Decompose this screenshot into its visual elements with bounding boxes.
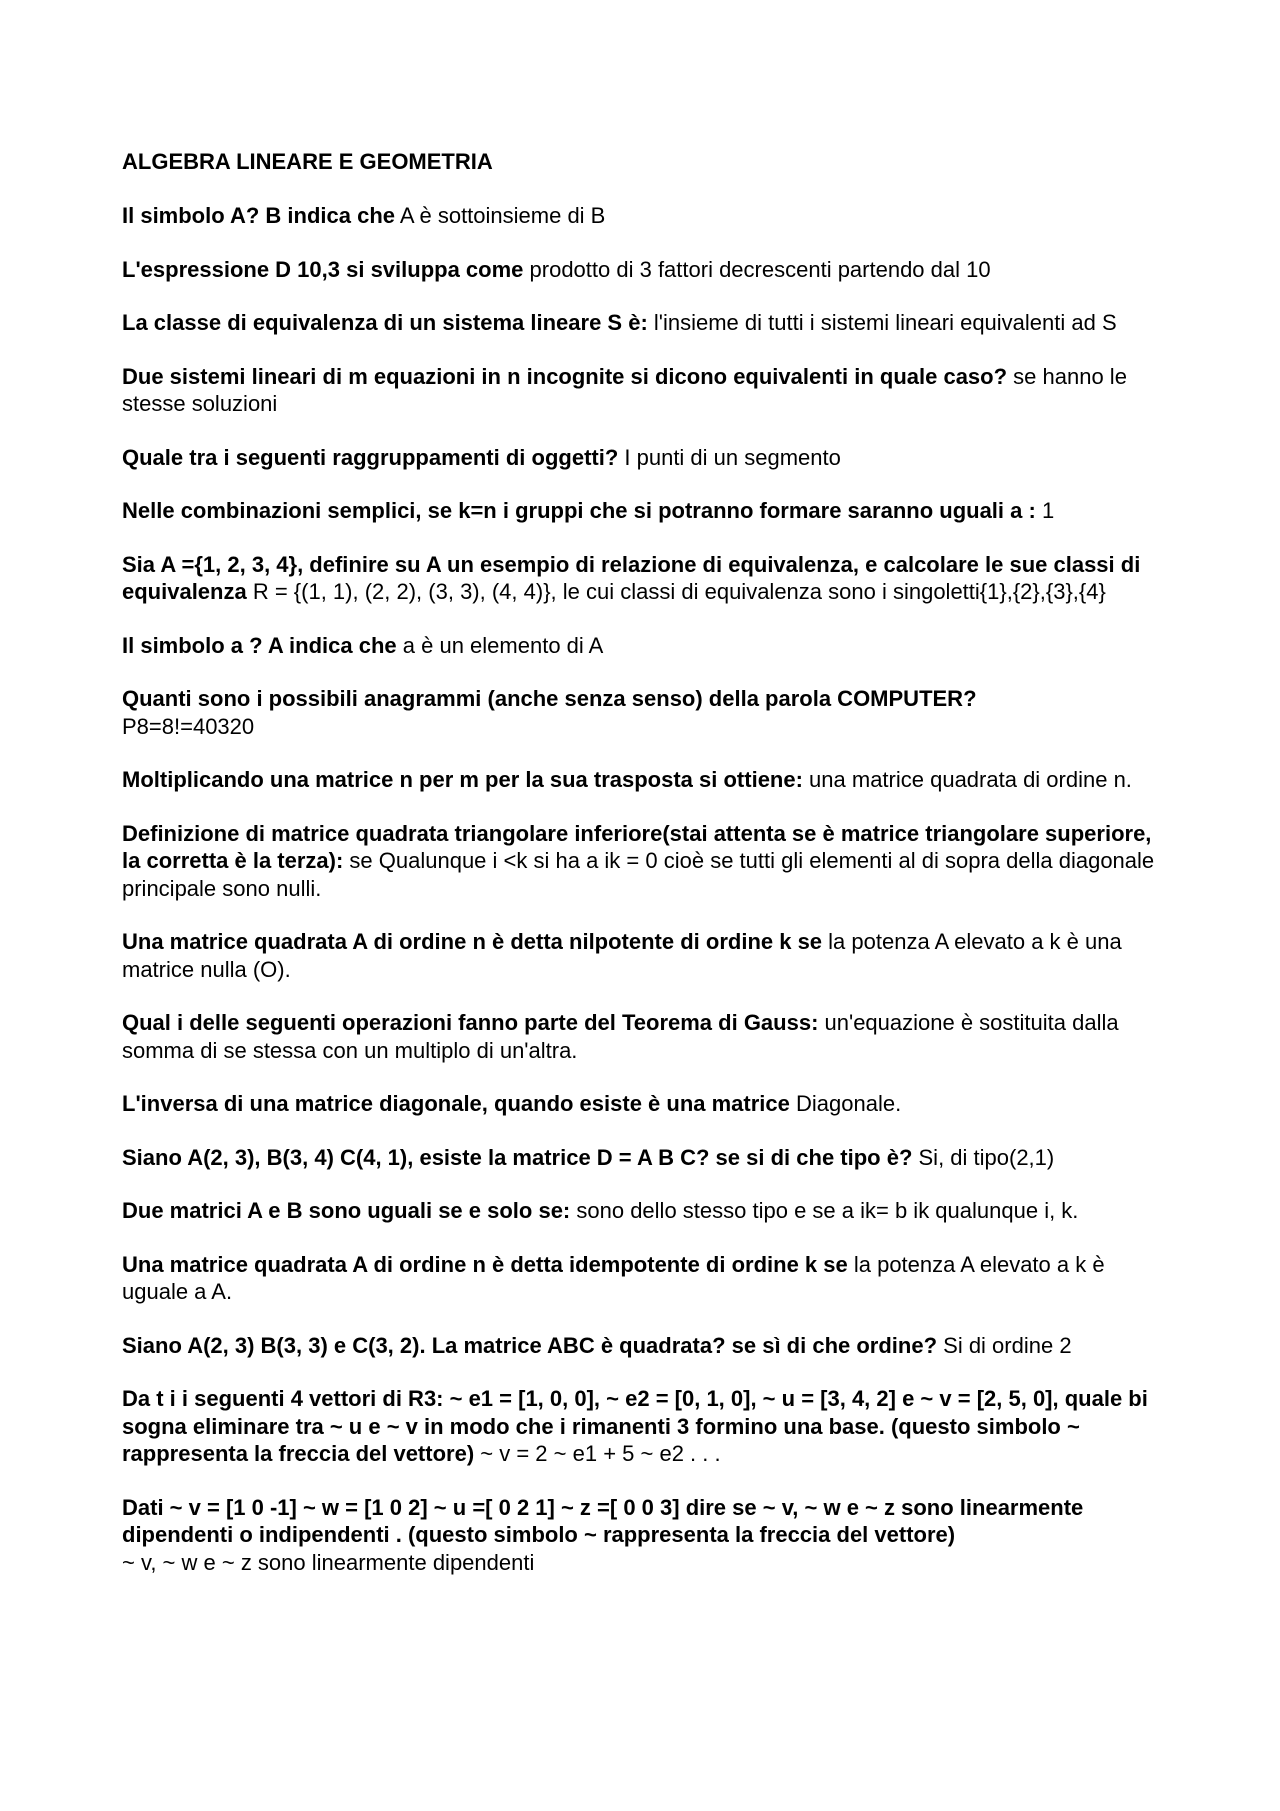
qa-item [122, 551, 1172, 606]
question-text: Da t i i seguenti 4 vettori di R3: ~ e1 = [1, 0, 0], ~ e2 = [0, 1, 0], ~ u = [3, 4, 2] e ~ v = [2, 5, 0], quale bi sogna eliminare tra ~ u e ~ v in modo che i rimanenti 3 formino una base. (questo simbolo ~ rappresenta la freccia del vettore) [122, 1386, 1148, 1466]
qa-item [122, 309, 1172, 337]
qa-item [122, 1251, 1172, 1306]
qa-item [122, 632, 1172, 660]
qa-item [122, 444, 1172, 472]
document-title: ALGEBRA LINEARE E GEOMETRIA [122, 149, 493, 174]
answer-text: A è sottoinsieme di B [395, 203, 606, 228]
qa-item [122, 497, 1172, 525]
answer-text: la potenza A elevato a k è uguale a A. [122, 1251, 1105, 1304]
qa-item [122, 1494, 1172, 1577]
answer-text: una matrice quadrata di ordine n. [802, 767, 1132, 792]
qa-item [122, 766, 1172, 794]
qa-item [122, 363, 1172, 418]
qa-item [122, 202, 1172, 230]
question-text: Una matrice quadrata A di ordine n è detta nilpotente di ordine k se [122, 929, 823, 954]
question-text: La classe di equivalenza di un sistema lineare S è: [122, 310, 648, 335]
qa-item [122, 1144, 1172, 1172]
answer-text: a è un elemento di A [396, 632, 604, 658]
qa-item [122, 1197, 1172, 1225]
question-text: Definizione di matrice quadrata triangolare inferiore(stai attenta se è matrice triangolare superiore, la corretta è la terza): [122, 820, 1152, 873]
answer-text: I punti di un segmento [618, 444, 841, 470]
qa-item [122, 1385, 1172, 1468]
document-page [122, 148, 1172, 1602]
answer-text: P8=8!=40320 [122, 713, 255, 739]
answer-text: un'equazione è sostituita dalla somma di se stessa con un multiplo di un'altra. [122, 1010, 1119, 1063]
qa-item [122, 1090, 1172, 1118]
question-text: Quale tra i seguenti raggruppamenti di oggetti? [122, 444, 619, 470]
question-text: Quanti sono i possibili anagrammi (anche senza senso) della parola COMPUTER? [122, 686, 977, 711]
question-text: Dati ~ v = [1 0 -1] ~ w = [1 0 2] ~ u =[ 0 2 1] ~ z =[ 0 0 3] dire se ~ v, ~ w e ~ z sono linearmente dipendenti o indipendenti . (questo simbolo ~ rappresenta la freccia del vettore) [122, 1494, 1084, 1547]
answer-text: prodotto di 3 fattori decrescenti partendo dal 10 [523, 256, 991, 282]
answer-text: Si, di tipo(2,1) [912, 1144, 1055, 1170]
question-text: Due matrici A e B sono uguali se e solo se: [122, 1198, 571, 1223]
answer-text: Diagonale. [789, 1091, 902, 1116]
question-text: Il simbolo a ? A indica che [122, 632, 397, 658]
answer-text: ~ v = 2 ~ e1 + 5 ~ e2 . . . [474, 1441, 721, 1466]
qa-item [122, 820, 1172, 903]
question-text: L'inversa di una matrice diagonale, quando esiste è una matrice [122, 1091, 790, 1116]
answer-text: sono dello stesso tipo e se a ik= b ik qualunque i, k. [570, 1198, 1079, 1223]
question-text: Moltiplicando una matrice n per m per la sua trasposta si ottiene: [122, 767, 803, 792]
qa-item [122, 1332, 1172, 1360]
answer-text: la potenza A elevato a k è una matrice nulla (O). [122, 929, 1122, 982]
question-text: Una matrice quadrata A di ordine n è detta idempotente di ordine k se [122, 1251, 848, 1277]
qa-item [122, 256, 1172, 284]
question-text: L'espressione D 10,3 si sviluppa come [122, 256, 524, 282]
question-text: Sia A ={1, 2, 3, 4}, definire su A un esempio di relazione di equivalenza, e calcolare le sue classi di equivalenza [122, 551, 1141, 604]
question-text: Siano A(2, 3), B(3, 4) C(4, 1), esiste la matrice D = A B C? se si di che tipo è? [122, 1144, 913, 1170]
question-text: Nelle combinazioni semplici, se k=n i gruppi che si potranno formare saranno uguali a : [122, 498, 1036, 523]
question-text: Due sistemi lineari di m equazioni in n incognite si dicono equivalenti in quale caso? [122, 363, 1008, 389]
qa-item [122, 1009, 1172, 1064]
answer-text: 1 [1035, 498, 1055, 523]
answer-text: se hanno le stesse soluzioni [122, 363, 1127, 416]
qa-item [122, 928, 1172, 983]
answer-text: Si di ordine 2 [937, 1332, 1072, 1358]
qa-item [122, 685, 1172, 740]
question-text: Qual i delle seguenti operazioni fanno parte del Teorema di Gauss: [122, 1010, 819, 1035]
question-text: Il simbolo A? B indica che [122, 203, 396, 228]
answer-text: se Qualunque i <k si ha a ik = 0 cioè se tutti gli elementi al di sopra della diagonale principale sono nulli. [122, 848, 1155, 901]
answer-text: l'insieme di tutti i sistemi lineari equivalenti ad S [647, 310, 1117, 335]
question-text: Siano A(2, 3) B(3, 3) e C(3, 2). La matrice ABC è quadrata? se sì di che ordine? [122, 1332, 938, 1358]
answer-text: ~ v, ~ w e ~ z sono linearmente dipendenti [122, 1549, 535, 1575]
answer-text: R = {(1, 1), (2, 2), (3, 3), (4, 4)}, le cui classi di equivalenza sono i singoletti{1},{2},{3},{4} [246, 579, 1106, 604]
